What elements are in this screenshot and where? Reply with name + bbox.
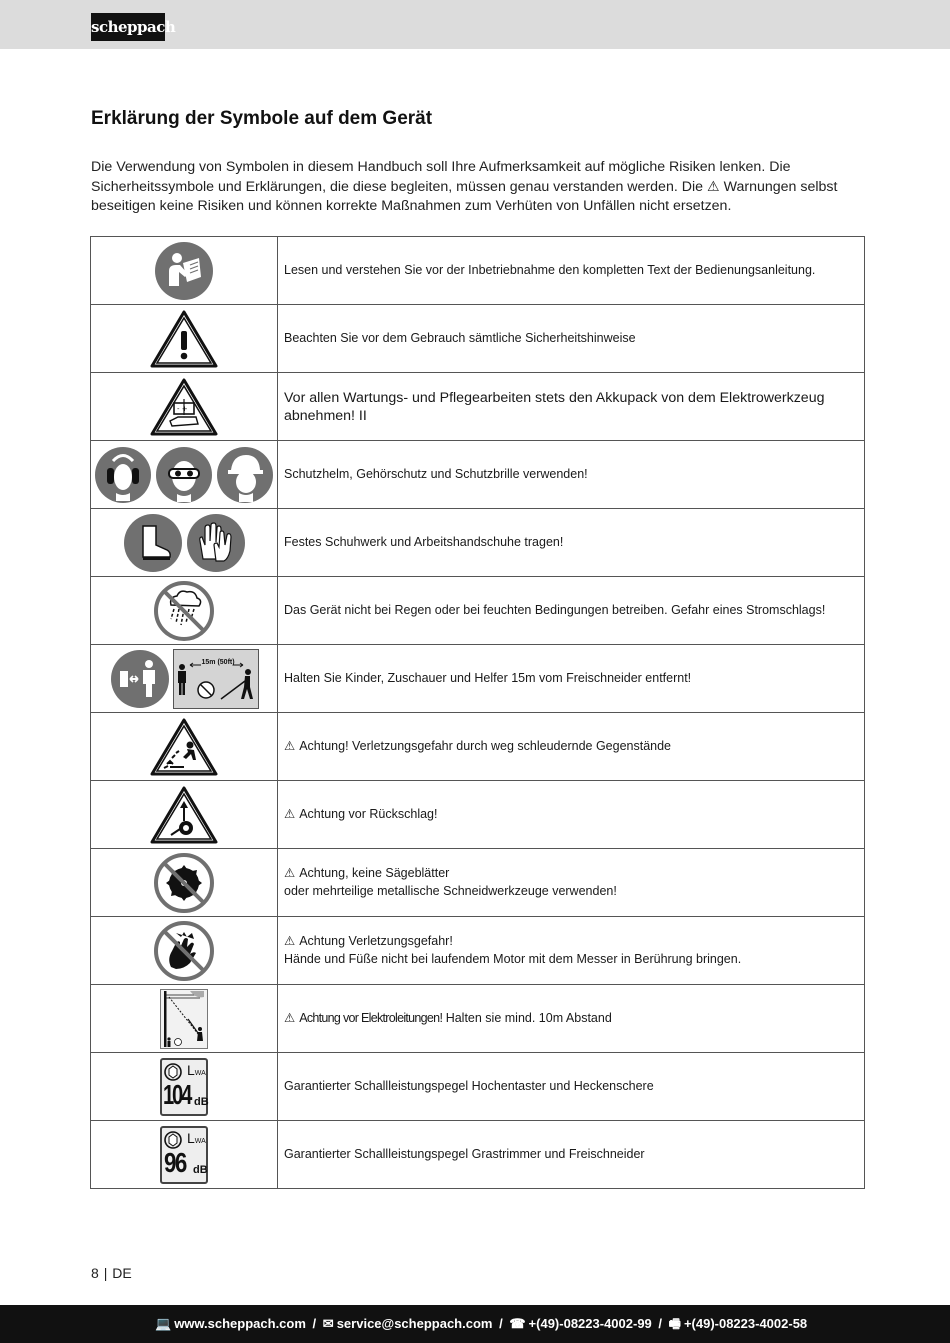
page-number: 8 | DE xyxy=(91,1265,132,1281)
sound-level-value: 104 xyxy=(163,1078,191,1110)
warning-triangle-icon: ⚠ xyxy=(284,738,296,753)
row-text: ⚠ Achtung! Verletzungsgefahr durch weg schleudernde Gegenstände xyxy=(278,713,865,781)
table-row xyxy=(91,645,865,713)
table-row xyxy=(91,577,865,645)
table-row xyxy=(91,305,865,373)
no-rain-icon xyxy=(154,581,214,641)
warning-triangle-icon: ⚠ xyxy=(284,806,296,821)
website-link[interactable]: www.scheppach.com xyxy=(174,1316,306,1331)
warning-triangle-icon: ⚠ xyxy=(284,934,296,948)
no-hands-blade-icon xyxy=(154,921,214,981)
warning-triangle-icon: ⚠ xyxy=(284,1010,296,1025)
row-text: ⚠ Achtung, keine Sägeblätter oder mehrteilige metallische Schneidwerkzeuge verwenden! xyxy=(278,849,865,917)
keep-bystanders-away-icon xyxy=(110,649,170,709)
sound-power-104-icon xyxy=(160,1058,208,1116)
sound-unit: dB xyxy=(194,1095,209,1108)
work-gloves-icon xyxy=(186,513,246,573)
table-row xyxy=(91,509,865,577)
table-row xyxy=(91,985,865,1053)
distance-sign xyxy=(173,649,259,709)
page-title: Erklärung der Symbole auf dem Gerät xyxy=(91,108,433,129)
boots-gloves-icons xyxy=(91,509,277,576)
warning-triangle-icon: ⚠ xyxy=(284,866,296,880)
header-bar xyxy=(0,0,950,49)
general-warning-icon xyxy=(150,309,218,369)
sound-power-96-icon xyxy=(160,1126,208,1184)
table-row xyxy=(91,781,865,849)
kickback-warning-icon xyxy=(150,785,218,845)
table-row xyxy=(91,849,865,917)
scheppach-logo: scheppach xyxy=(91,13,165,41)
row-text: ⚠ Achtung vor Elektroleitungen! Halten sie mind. 10m Abstand xyxy=(278,985,865,1053)
row-text: Schutzhelm, Gehörschutz und Schutzbrille verwenden! xyxy=(278,441,865,509)
table-row xyxy=(91,1053,865,1121)
table-row xyxy=(91,237,865,305)
lwa-label: LWA xyxy=(187,1061,206,1078)
row-text: Garantierter Schallleistungspegel Grastrimmer und Freischneider xyxy=(278,1121,865,1189)
power-line-warning-icon xyxy=(160,989,208,1049)
protective-equipment-icons xyxy=(91,441,277,508)
fax-number: +(49)-08223-4002-58 xyxy=(683,1316,808,1331)
row-text: Festes Schuhwerk und Arbeitshandschuhe tragen! xyxy=(278,509,865,577)
footer-bar: 💻 www.scheppach.com / ✉ service@scheppach.com / ☎ +(49)-08223-4002-99 / 🖷 +(49)-08223-4002-58 xyxy=(0,1305,950,1343)
mail-icon: ✉ xyxy=(322,1316,334,1331)
safety-glasses-icon xyxy=(155,446,213,504)
row-text: Lesen und verstehen Sie vor der Inbetriebnahme den kompletten Text der Bedienungsanleitung. xyxy=(278,237,865,305)
sound-unit: dB xyxy=(193,1163,208,1176)
row-text: ⚠ Achtung vor Rückschlag! xyxy=(278,781,865,849)
phone-number: +(49)-08223-4002-99 xyxy=(528,1316,652,1331)
symbol-table xyxy=(90,236,865,1189)
distance-label: 15m (50ft) xyxy=(201,658,235,666)
flying-objects-warning-icon xyxy=(150,717,218,777)
safety-boots-icon xyxy=(123,513,183,573)
table-row xyxy=(91,713,865,781)
row-text: Vor allen Wartungs- und Pflegearbeiten stets den Akkupack von dem Elektrowerkzeug abnehmen! II xyxy=(278,373,865,441)
svg-text:- +: - + xyxy=(177,404,188,413)
computer-icon: 💻 xyxy=(155,1316,172,1331)
table-row xyxy=(91,373,865,441)
helmet-icon xyxy=(216,446,274,504)
no-saw-blade-icon xyxy=(154,853,214,913)
ear-protection-icon xyxy=(94,446,152,504)
read-manual-icon xyxy=(154,241,214,301)
table-row xyxy=(91,1121,865,1189)
table-row xyxy=(91,917,865,985)
table-row xyxy=(91,441,865,509)
lwa-label: LWA xyxy=(187,1129,206,1146)
intro-paragraph: Die Verwendung von Symbolen in diesem Handbuch soll Ihre Aufmerksamkeit auf mögliche Risiken lenken. Die Sicherheitssymbole und Erklärungen, die diese begleiten, müssen genau verstanden werden. Die ⚠ Warnungen selbst beseitigen keine Risiken und können korrekte Maßnahmen zum Verhüten von Unfällen nicht ersetzen. xyxy=(91,159,838,214)
phone-icon: ☎ xyxy=(509,1316,526,1331)
keep-distance-icons xyxy=(91,645,277,712)
row-text: ⚠ Achtung Verletzungsgefahr! Hände und Füße nicht bei laufendem Motor mit dem Messer in Berührung bringen. xyxy=(278,917,865,985)
row-text: Beachten Sie vor dem Gebrauch sämtliche Sicherheitshinweise xyxy=(278,305,865,373)
sound-level-value: 96 xyxy=(164,1146,186,1178)
row-text: Das Gerät nicht bei Regen oder bei feuchten Bedingungen betreiben. Gefahr eines Stromschlags! xyxy=(278,577,865,645)
row-text: Halten Sie Kinder, Zuschauer und Helfer 15m vom Freischneider entfernt! xyxy=(278,645,865,713)
row-text: Garantierter Schallleistungspegel Hochentaster und Heckenschere xyxy=(278,1053,865,1121)
email-link[interactable]: service@scheppach.com xyxy=(336,1316,493,1331)
fax-icon: 🖷 xyxy=(668,1316,681,1331)
remove-battery-warning-icon xyxy=(150,377,218,437)
